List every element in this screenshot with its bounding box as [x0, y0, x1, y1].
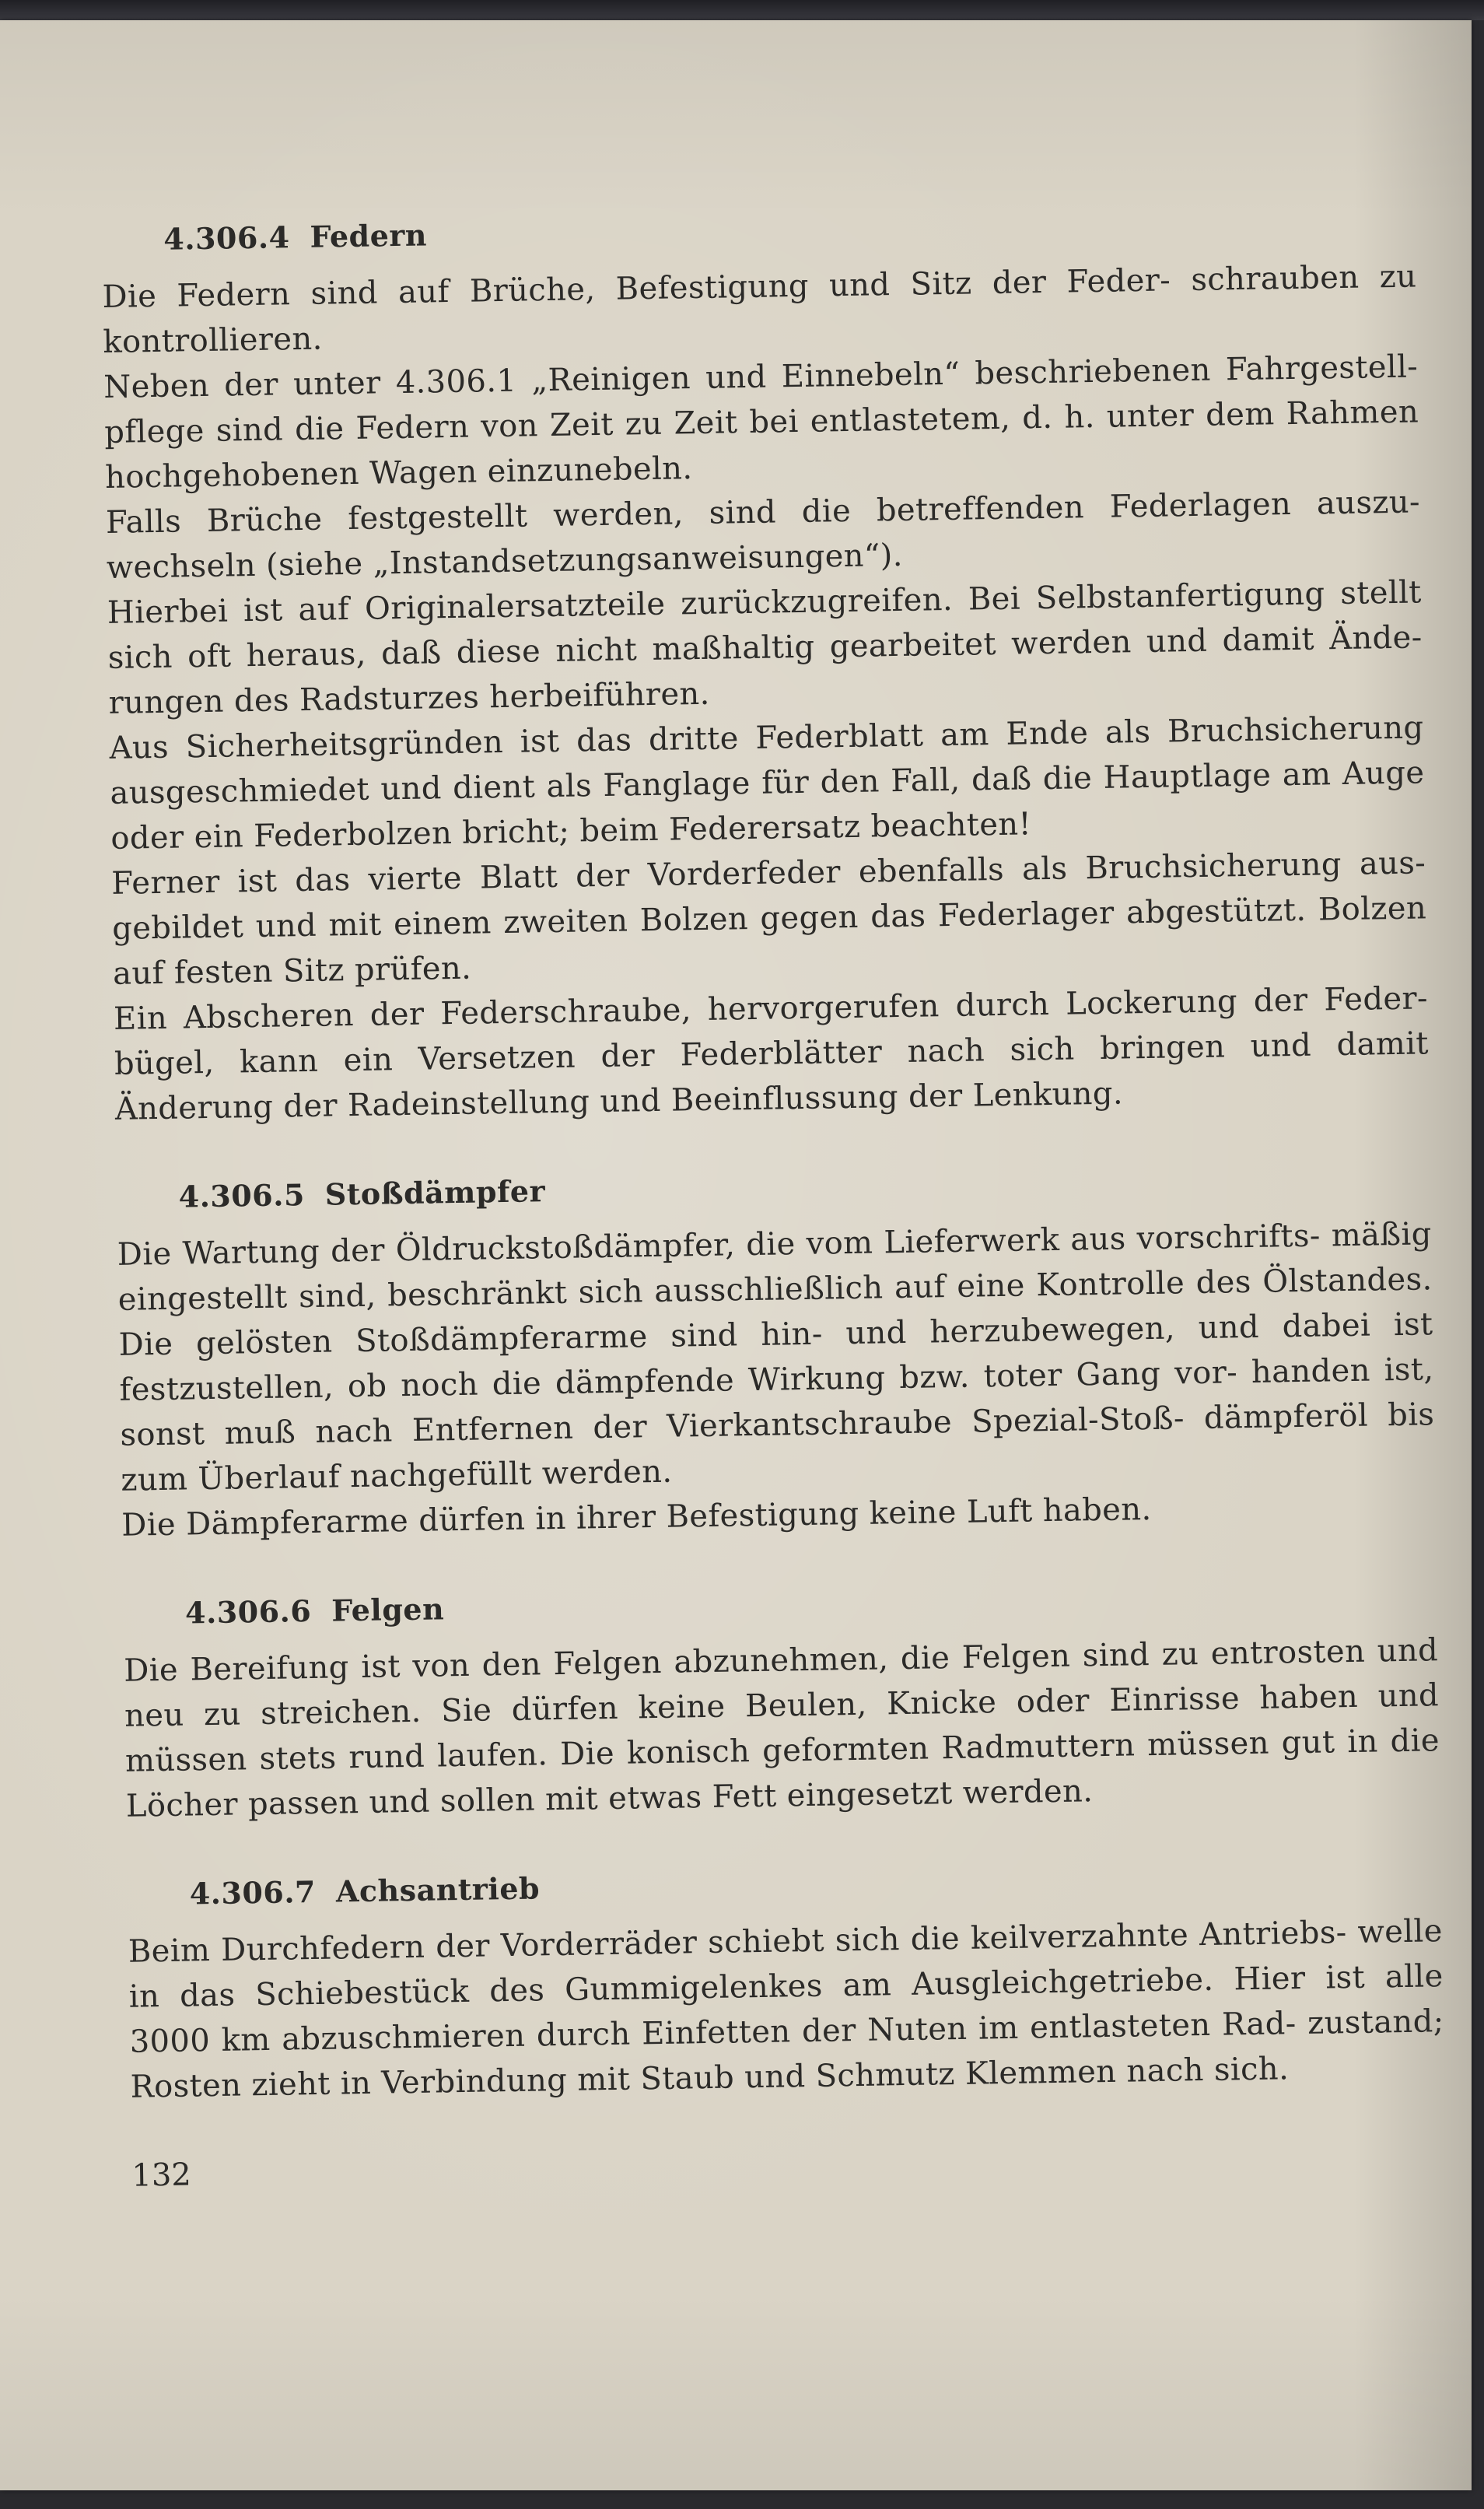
section-number: 4.306.7: [189, 1873, 317, 1912]
section-achsantrieb: [127, 1856, 1444, 2110]
paragraph: Hierbei ist auf Originalersatzteile zurückzugreifen. Bei Selbstanfertigung stellt sich oft heraus, daß diese nicht maßhaltig gearbeitet werden und damit Ände- rungen des Radsturzes herbeiführen.: [107, 574, 1423, 721]
section-number: 4.306.6: [184, 1593, 312, 1631]
section-number: 4.306.5: [178, 1177, 306, 1214]
section-title: Felgen: [331, 1591, 445, 1628]
paragraph: Die Bereifung ist von den Felgen abzunehmen, die Felgen sind zu entrosten und neu zu streichen. Sie dürfen keine Beulen, Knicke oder Einrisse haben und müssen stets rund laufen. Die konisch geformten Radmuttern müssen gut in die Löcher passen und sollen mit etwas Fett eingesetzt werden.: [123, 1632, 1440, 1824]
paragraph: Ferner ist das vierte Blatt der Vorderfeder ebenfalls als Bruchsicherung aus- gebildet und mit einem zweiten Bolzen gegen das Federlager abgestützt. Bolzen auf festen Sitz prüfen.: [110, 845, 1427, 992]
section-title: Achsantrieb: [335, 1870, 541, 1909]
paragraph: Ein Abscheren der Federschraube, hervorgerufen durch Lockerung der Feder- bügel, kann ein Versetzen der Federblätter nach sich bringen und damit Änderung der Radeinstellung und Beeinflussung der Lenkung.: [113, 980, 1430, 1127]
section-title: Stoßdämpfer: [324, 1173, 546, 1212]
paragraph: Beim Durchfedern der Vorderräder schiebt sich die keilverzahnte Antriebs- welle in das Schiebestück des Gummigelenkes am Ausgleichgetriebe. Hier ist alle 3000 km abzuschmieren durch Einfetten der Nuten im entlasteten Rad- zustand; Rosten zieht in Verbindung mit Staub und Schmutz Klemmen nach sich.: [128, 1913, 1444, 2105]
book-top-edge: [0, 0, 1484, 20]
section-title: Federn: [310, 217, 428, 254]
paragraph: Die Wartung der Öldruckstoßdämpfer, die vom Lieferwerk aus vorschrifts- mäßig eingestellt sind, beschränkt sich ausschließlich auf eine Kontrolle des Ölstandes. Die gelösten Stoßdämpferarme sind hin- und herzubewegen, und dabei ist festzustellen, ob noch die dämpfende Wirkung bzw. toter Gang vor- handen ist, sonst muß nach Entfernen der Vierkantschraube Spezial-Stoß- dämpferöl bis zum Überlauf nachgefüllt werden.: [117, 1216, 1435, 1498]
section-heading: [185, 1575, 1438, 1630]
section-heading: [178, 1159, 1431, 1214]
page-content: [101, 201, 1447, 2193]
section-heading: [163, 201, 1416, 256]
section-federn: [101, 201, 1430, 1131]
paragraph: Aus Sicherheitsgründen ist das dritte Federblatt am Ende als Bruchsicherung ausgeschmiedet und dient als Fanglage für den Fall, daß die Hauptlage am Auge oder ein Federbolzen bricht; beim Federersatz beachten!: [109, 710, 1425, 857]
section-number: 4.306.4: [163, 219, 290, 257]
paragraph: Die Dämpferarme dürfen in ihrer Befestigung keine Luft haben.: [121, 1491, 1152, 1544]
section-stossdaempfer: [116, 1159, 1436, 1547]
paragraph: Falls Brüche festgestellt werden, sind die betreffenden Federlagen auszu- wechseln (siehe „Instandsetzungsanweisungen“).: [105, 484, 1421, 586]
page-number: 132: [131, 2157, 192, 2194]
section-heading: [189, 1856, 1442, 1911]
paragraph: Neben der unter 4.306.1 „Reinigen und Einnebeln“ beschriebenen Fahrgestell- pflege sind die Federn von Zeit zu Zeit bei entlastetem, d. h. unter dem Rahmen hochgehobenen Wagen einzunebeln.: [103, 349, 1419, 496]
section-felgen: [123, 1575, 1440, 1829]
paragraph: Die Federn sind auf Brüche, Befestigung und Sitz der Feder- schrauben zu kontrollieren.: [102, 258, 1417, 360]
book-page: [0, 20, 1472, 2490]
